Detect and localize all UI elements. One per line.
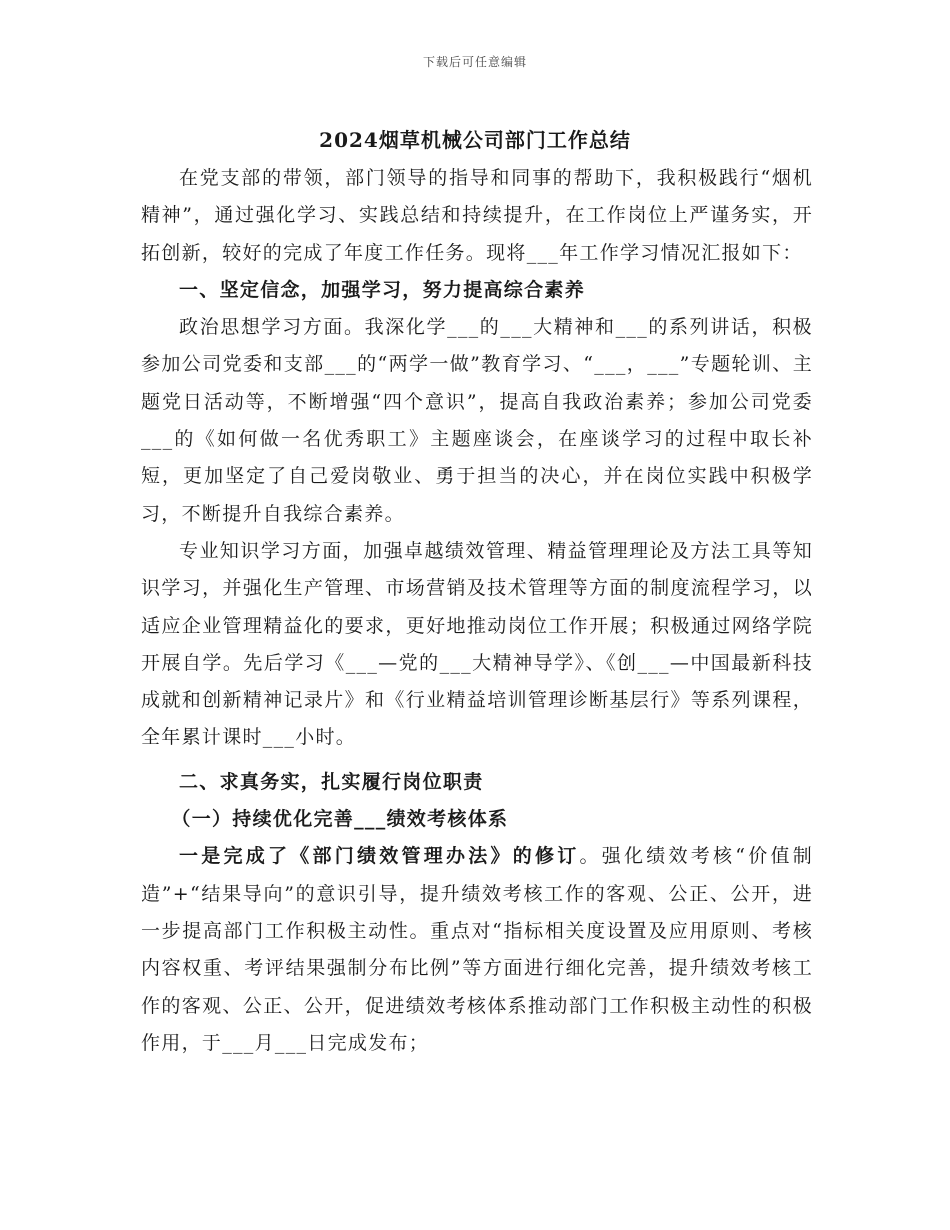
section-heading-1: 一、坚定信念，加强学习，努力提高综合素养 bbox=[179, 278, 586, 301]
subsection-heading-1: （一）持续优化完善___绩效考核体系 bbox=[171, 808, 509, 831]
performance-paragraph-lead: 一是完成了《部门绩效管理办法》的修订 bbox=[179, 845, 580, 868]
page-header-note: 下载后可任意编辑 bbox=[422, 55, 527, 69]
document-body bbox=[141, 160, 813, 1062]
performance-paragraph-body: 。强化绩效考核“价值制造”+“结果导向”的意识引导，提升绩效考核工作的客观、公正、公开，进一步提高部门工作积极主动性。重点对“指标相关度设置及应用原则、考核内容权重、考评结果强制分布比例”等方面进行细化完善，提升绩效考核工作的客观、公正、公开，促进绩效考核体系推动部门工作积极主动性的积极作用，于___月___日完成发布； bbox=[141, 845, 814, 1054]
document-title: 2024烟草机械公司部门工作总结 bbox=[319, 128, 631, 152]
section-heading-2: 二、求真务实，扎实履行岗位职责 bbox=[179, 770, 484, 793]
political-study-paragraph: 政治思想学习方面。我深化学___的___大精神和___的系列讲话，积极参加公司党委和支部___的“两学一做”教育学习、“___，___”专题轮训、主题党日活动等，不断增强“四个意识”，提高自我政治素养；参加公司党委___的《如何做一名优秀职工》主题座谈会，在座谈学习的过程中取长补短，更加坚定了自己爱岗敬业、勇于担当的决心，并在岗位实践中积极学习，不断提升自我综合素养。 bbox=[141, 316, 813, 525]
performance-paragraph bbox=[141, 838, 813, 1062]
professional-study-paragraph: 专业知识学习方面，加强卓越绩效管理、精益管理理论及方法工具等知识学习，并强化生产管理、市场营销及技术管理等方面的制度流程学习，以适应企业管理精益化的要求，更好地推动岗位工作开展；积极通过网络学院开展自学。先后学习《___—党的___大精神导学》、《创___—中国最新科技成就和创新精神记录片》和《行业精益培训管理诊断基层行》等系列课程，全年累计课时___小时。 bbox=[141, 539, 813, 749]
intro-paragraph: 在党支部的带领，部门领导的指导和同事的帮助下，我积极践行“烟机精神”，通过强化学习、实践总结和持续提升，在工作岗位上严谨务实，开拓创新，较好的完成了年度工作任务。现将___年工作学习情况汇报如下： bbox=[141, 167, 813, 264]
